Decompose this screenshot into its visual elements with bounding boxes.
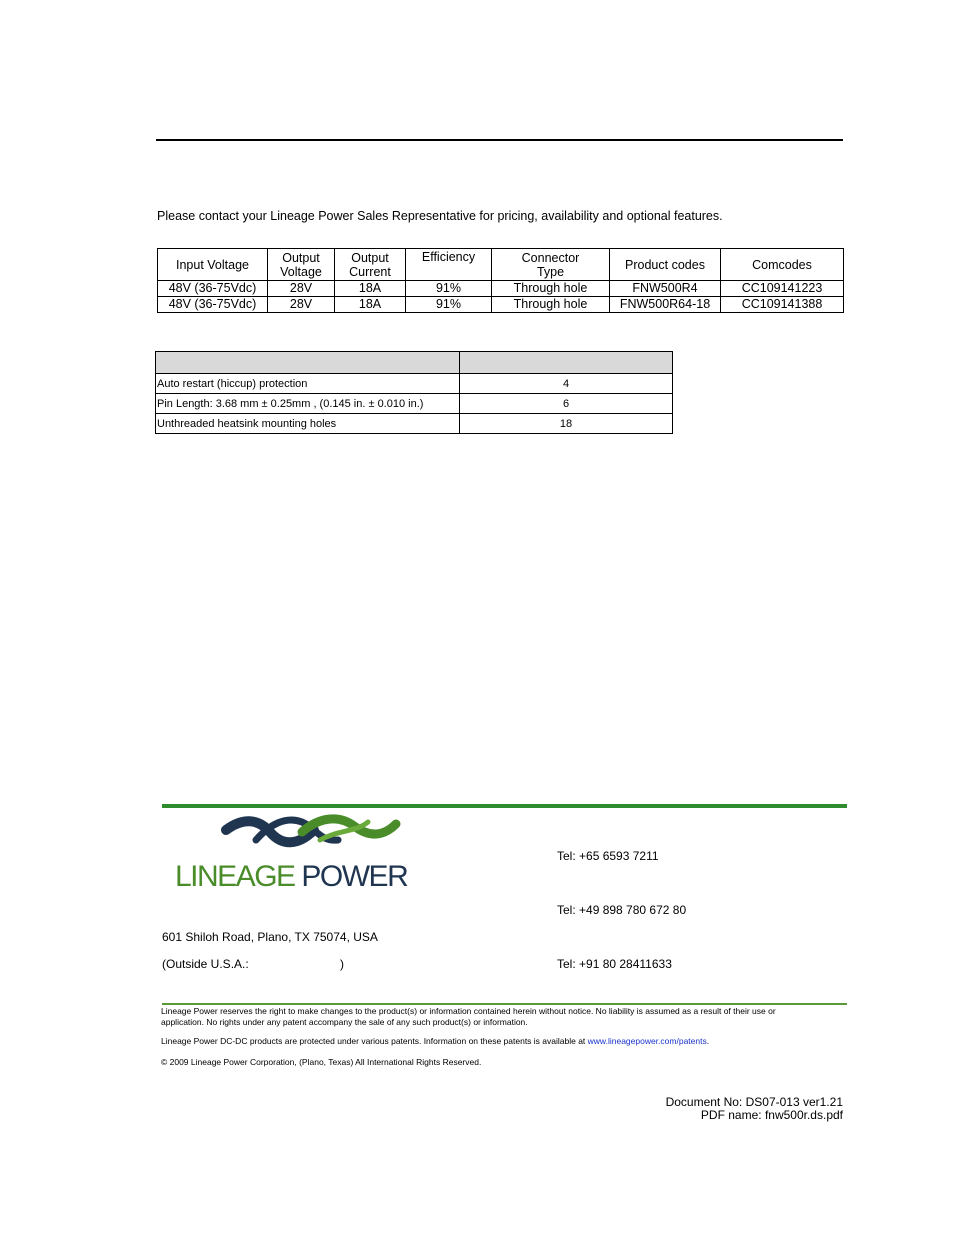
ordering-table: [157, 248, 844, 313]
patents-notice: Lineage Power DC-DC products are protected under various patents. Information on these patents is available at www.lineagepower.com/patents.: [161, 1036, 710, 1046]
address: 601 Shiloh Road, Plano, TX 75074, USA: [162, 930, 378, 944]
table-header-row: [158, 249, 844, 281]
options-header-row: [156, 352, 673, 374]
col-efficiency: Efficiency: [406, 249, 492, 281]
col-output-voltage: Output Voltage: [268, 249, 335, 281]
footer-divider: [162, 1003, 847, 1005]
tel-india: Tel: +91 80 28411633: [557, 957, 672, 971]
col-product-codes: Product codes: [610, 249, 721, 281]
table-row: Pin Length: 3.68 mm ± 0.25mm , (0.145 in. ± 0.010 in.) 6: [156, 394, 673, 414]
tel-asia: Tel: +65 6593 7211: [557, 849, 659, 863]
col-comcodes: Comcodes: [721, 249, 844, 281]
table-row: Auto restart (hiccup) protection 4: [156, 374, 673, 394]
patents-link[interactable]: www.lineagepower.com/patents: [587, 1036, 707, 1046]
document-info: [666, 1096, 843, 1122]
header-rule: [156, 139, 843, 141]
col-input-voltage: Input Voltage: [158, 249, 268, 281]
col-connector-type: Connector Type: [492, 249, 610, 281]
outside-usa-close: ): [340, 957, 344, 971]
options-table: [155, 351, 673, 434]
table-row: Unthreaded heatsink mounting holes 18: [156, 414, 673, 434]
pdf-name: PDF name: fnw500r.ds.pdf: [700, 1108, 843, 1122]
tel-europe: Tel: +49 898 780 672 80: [557, 903, 687, 917]
copyright: © 2009 Lineage Power Corporation, (Plano, Texas) All International Rights Reserved.: [161, 1057, 482, 1067]
lineage-power-wordmark: LINEAGE POWER: [175, 860, 408, 893]
outside-usa-label: (Outside U.S.A.:: [162, 957, 249, 971]
table-row: 48V (36-75Vdc) 28V 18A 91% Through hole FNW500R4 CC109141223: [158, 281, 844, 297]
document-number: Document No: DS07-013 ver1.21: [665, 1095, 843, 1109]
intro-text: Please contact your Lineage Power Sales Representative for pricing, availability and optional features.: [157, 209, 723, 223]
col-output-current: Output Current: [335, 249, 406, 281]
disclaimer: Lineage Power reserves the right to make changes to the product(s) or information contained herein without notice. No liability is assumed as a result of their use or application. No rights under any patent accompany the sale of any such product(s) or information.: [161, 1006, 776, 1027]
table-row: 48V (36-75Vdc) 28V 18A 91% Through hole FNW500R64-18 CC109141388: [158, 297, 844, 313]
footer-green-bar: [162, 804, 847, 808]
